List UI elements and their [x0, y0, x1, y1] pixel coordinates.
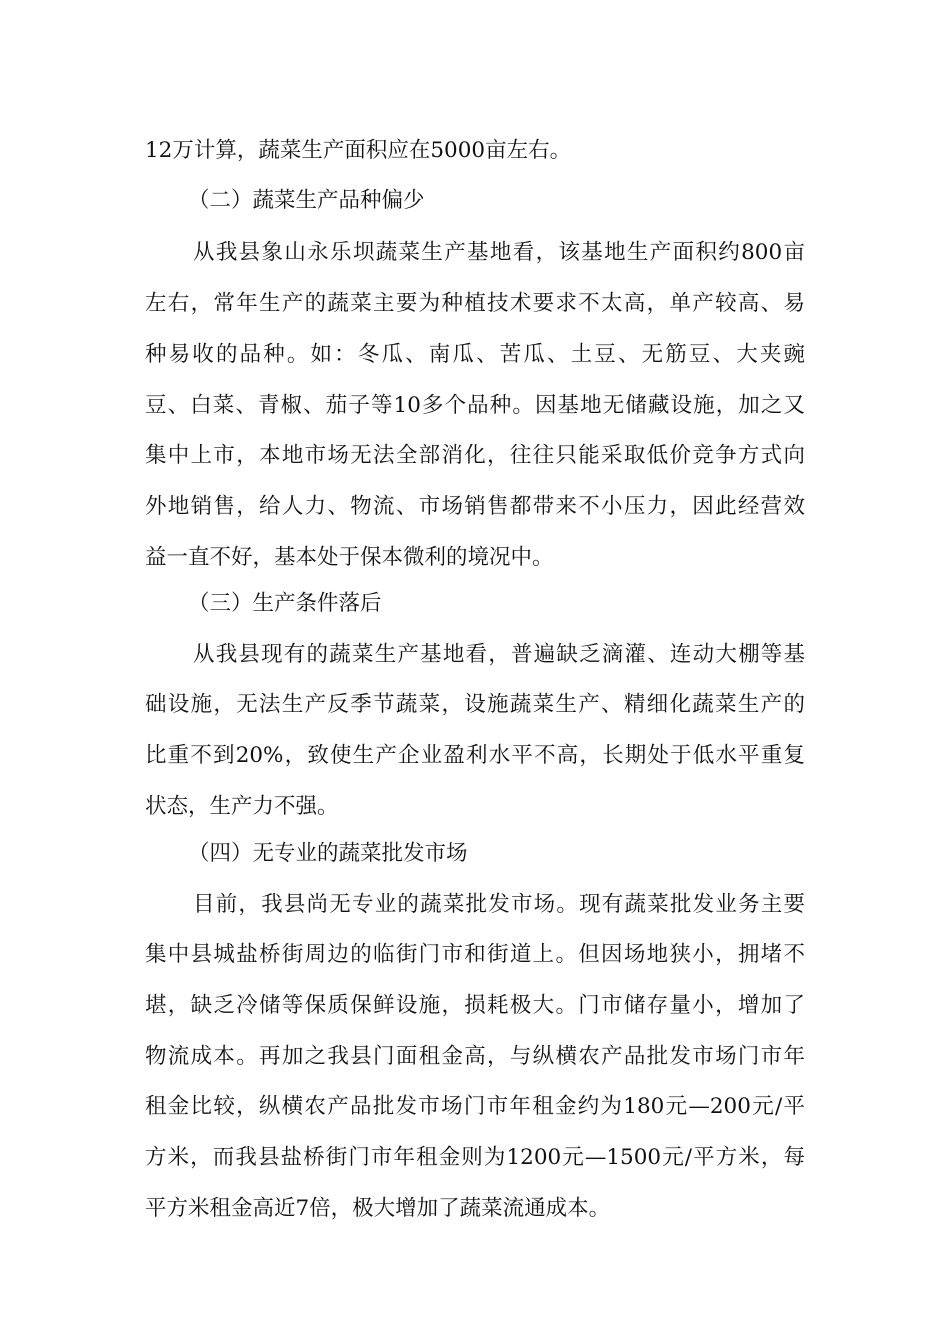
paragraph-line: 堪，缺乏冷储等保质保鲜设施，损耗极大。门市储存量小，增加了 [145, 993, 805, 1018]
paragraph-line: 豆、白菜、青椒、茄子等10多个品种。因基地无储藏设施，加之又 [145, 393, 805, 418]
paragraph-line: 平方米租金高近7倍，极大增加了蔬菜流通成本。 [145, 1196, 611, 1221]
section-heading: （四）无专业的蔬菜批发市场 [188, 841, 468, 866]
paragraph-line: 物流成本。再加之我县门面租金高，与纵横农产品批发市场门市年 [145, 1044, 805, 1069]
paragraph-line: 从我县现有的蔬菜生产基地看，普遍缺乏滴灌、连动大棚等基 [193, 642, 805, 667]
paragraph-line: 方米，而我县盐桥街门市年租金则为1200元—1500元/平方米，每 [145, 1145, 805, 1170]
paragraph-line: 外地销售，给人力、物流、市场销售都带来不小压力，因此经营效 [145, 494, 805, 519]
paragraph-line: 租金比较，纵横农产品批发市场门市年租金约为180元—200元/平 [145, 1094, 805, 1119]
paragraph-line: 左右，常年生产的蔬菜主要为种植技术要求不太高，单产较高、易 [145, 291, 805, 316]
section-heading: （二）蔬菜生产品种偏少 [188, 188, 425, 213]
paragraph-line: 益一直不好，基本处于保本微利的境况中。 [145, 545, 554, 570]
paragraph-line: 目前，我县尚无专业的蔬菜批发市场。现有蔬菜批发业务主要 [193, 892, 805, 917]
paragraph-line: 状态，生产力不强。 [145, 794, 339, 819]
paragraph-line: 比重不到20%，致使生产企业盈利水平不高，长期处于低水平重复 [145, 743, 805, 768]
section-heading: （三）生产条件落后 [188, 591, 382, 616]
paragraph-line: 集中上市，本地市场无法全部消化，往往只能采取低价竞争方式向 [145, 443, 805, 468]
paragraph-line: 础设施，无法生产反季节蔬菜，设施蔬菜生产、精细化蔬菜生产的 [145, 692, 805, 717]
paragraph-line: 种易收的品种。如：冬瓜、南瓜、苦瓜、土豆、无筋豆、大夹豌 [145, 342, 805, 367]
paragraph-line: 从我县象山永乐坝蔬菜生产基地看，该基地生产面积约800亩 [193, 240, 805, 265]
paragraph-line: 12万计算，蔬菜生产面积应在5000亩左右。 [145, 138, 572, 163]
paragraph-line: 集中县城盐桥街周边的临街门市和街道上。但因场地狭小，拥堵不 [145, 942, 805, 967]
